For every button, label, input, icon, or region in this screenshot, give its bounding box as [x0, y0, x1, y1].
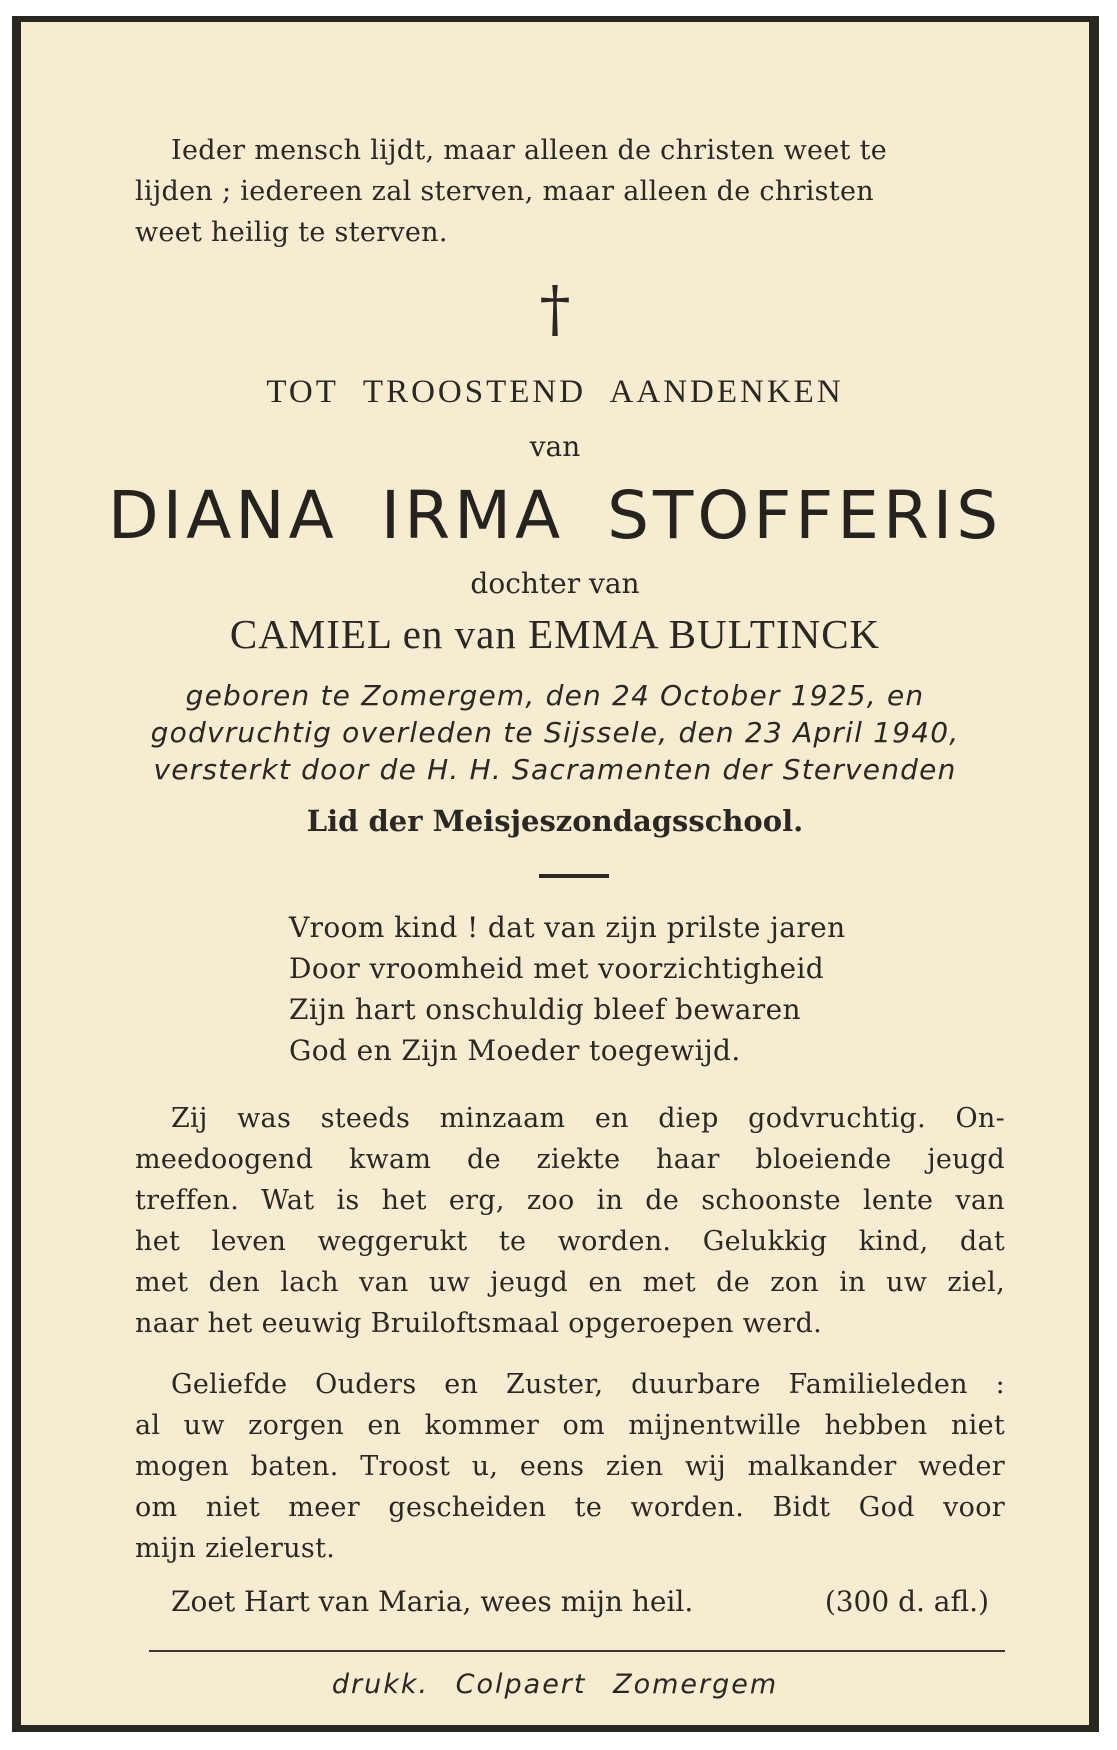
- quote-line: Ieder mensch lijdt, maar alleen de christen weet te: [171, 135, 888, 166]
- paragraph-line: het leven weggerukt te worden. Gelukkig kind, dat: [135, 1226, 1005, 1257]
- parents-names: CAMIEL en van EMMA BULTINCK: [229, 611, 881, 657]
- opening-quote: [135, 130, 1005, 253]
- quote-line: weet heilig te sterven.: [135, 217, 448, 248]
- quote-line: lijden ; iedereen zal sterven, maar alleen de christen: [135, 176, 874, 207]
- paragraph-farewell: [135, 1364, 1005, 1569]
- membership-line: Lid der Meisjeszondagsschool.: [306, 804, 804, 838]
- paragraph-line: meedoogend kwam de ziekte haar bloeiende jeugd: [135, 1144, 1005, 1175]
- poem: [289, 907, 846, 1071]
- closing-prayer: Zoet Hart van Maria, wees mijn heil.: [171, 1585, 694, 1618]
- paragraph-life: [135, 1098, 1005, 1344]
- footer-divider: [149, 1650, 1005, 1652]
- paragraph-line: Zij was steeds minzaam en diep godvruchtig. On-: [171, 1103, 1005, 1134]
- cross-icon: †: [539, 272, 571, 345]
- paragraph-line: treffen. Wat is het erg, zoo in de schoonste lente van: [135, 1185, 1005, 1216]
- paragraph-line: met den lach van uw jeugd en met de zon in uw ziel,: [135, 1267, 1005, 1298]
- birth-death-details: [21, 677, 1089, 788]
- paragraph-line: mogen baten. Troost u, eens zien wij malkander weder: [135, 1451, 1005, 1482]
- paragraph-line: om niet meer gescheiden te worden. Bidt God voor: [135, 1492, 1005, 1523]
- memorial-heading: TOT TROOSTEND AANDENKEN: [266, 374, 844, 410]
- poem-line: Zijn hart onschuldig bleef bewaren: [289, 993, 801, 1026]
- paragraph-line: Geliefde Ouders en Zuster, duurbare Familieleden :: [171, 1369, 1005, 1400]
- poem-line: God en Zijn Moeder toegewijd.: [289, 1034, 741, 1067]
- paragraph-line: naar het eeuwig Bruiloftsmaal opgeroepen werd.: [135, 1308, 823, 1339]
- poem-line: Door vroomheid met voorzichtigheid: [289, 952, 825, 985]
- birth-line: geboren te Zomergem, den 24 October 1925, en: [185, 679, 925, 712]
- poem-line: Vroom kind ! dat van zijn prilste jaren: [289, 911, 846, 944]
- paragraph-line: al uw zorgen en kommer om mijnentwille hebben niet: [135, 1410, 1005, 1441]
- death-line: godvruchtig overleden te Sijssele, den 23 April 1940,: [150, 716, 960, 749]
- printer-credit: drukk. Colpaert Zomergem: [331, 1669, 779, 1700]
- sacraments-line: versterkt door de H. H. Sacramenten der Stervenden: [153, 753, 957, 786]
- short-divider: [539, 874, 609, 878]
- paragraph-line: mijn zielerust.: [135, 1533, 336, 1564]
- indulgence-note: (300 d. afl.): [824, 1585, 989, 1618]
- daughter-of-label: dochter van: [470, 567, 640, 600]
- van-label: van: [529, 430, 581, 463]
- deceased-name: DIANA IRMA STOFFERIS: [107, 477, 1003, 554]
- memorial-card: [12, 16, 1099, 1732]
